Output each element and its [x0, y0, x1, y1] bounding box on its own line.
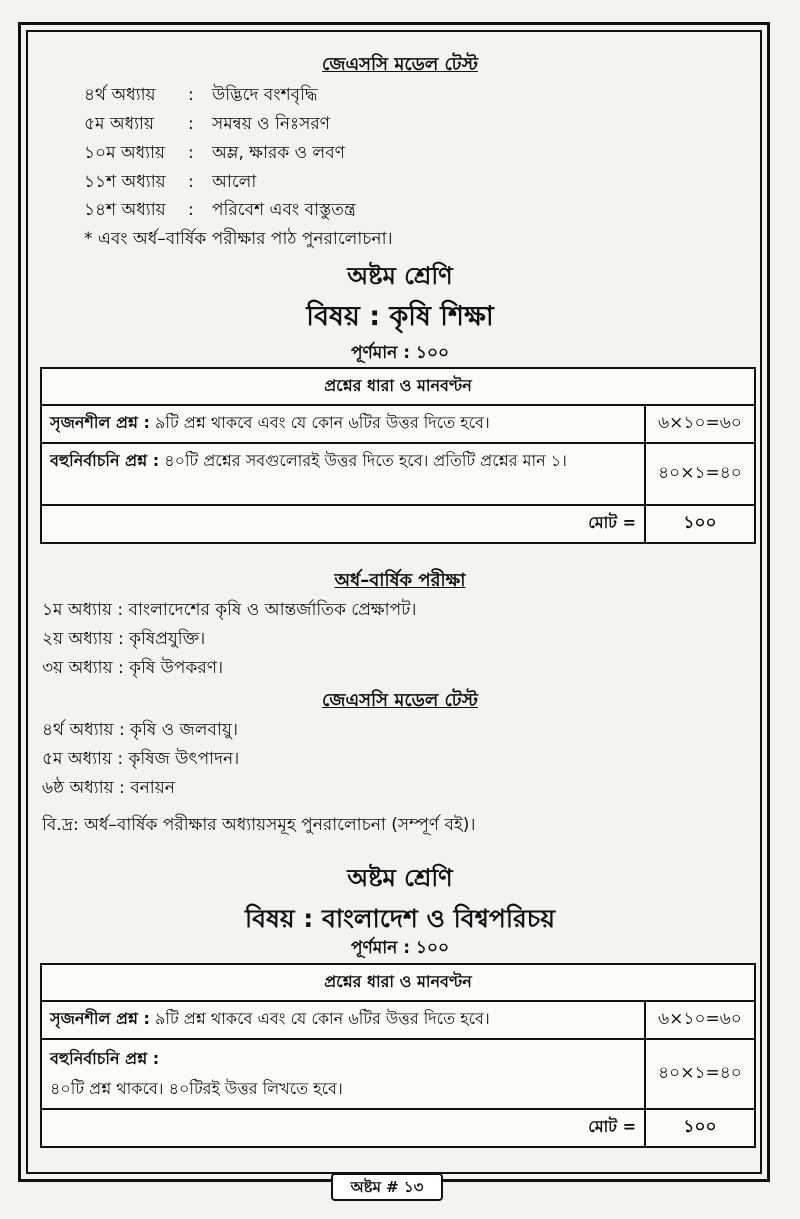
table-row	[41, 1039, 755, 1109]
total-value: ১০০	[645, 505, 755, 543]
page-number-badge: অষ্টম # ১৩	[331, 1173, 443, 1201]
marks-table-agri	[40, 367, 756, 544]
model-test-item: ৫ম অধ্যায় : কৃষিজ উৎপাদন।	[42, 749, 240, 769]
model-test-item: ৪র্থ অধ্যায় : কৃষি ও জলবায়ু।	[42, 720, 238, 740]
row-label: বহুনির্বাচনি প্রশ্ন :	[50, 451, 160, 470]
chapter-topic: সমন্বয় ও নিঃসরণ	[212, 114, 330, 134]
model-test-heading-2: জেএসসি মডেল টেস্ট	[322, 690, 478, 711]
chapter-topic: আলো	[212, 172, 257, 192]
chapter-name: ১৪শ অধ্যায়	[84, 200, 166, 220]
chapter-name: ১০ম অধ্যায়	[84, 143, 166, 163]
row-text: ৪০টি প্রশ্ন থাকবে। ৪০টিরই উত্তর লিখতে হবে।	[50, 1079, 343, 1098]
chapter-topic: অম্ল, ক্ষারক ও লবণ	[212, 143, 345, 163]
table-row	[41, 443, 755, 505]
chapter-line-5: ১৪শ অধ্যায় : পরিবেশ এবং বাস্তুতন্ত্র	[84, 197, 356, 225]
row-value: ৬×১০=৬০	[645, 405, 755, 443]
row-value: ৬×১০=৬০	[645, 1001, 755, 1039]
row-value: ৪০×১=৪০	[645, 443, 755, 505]
table-row	[41, 405, 755, 443]
row-description	[41, 443, 645, 505]
chapter-line-1: ৪র্থ অধ্যায় : উদ্ভিদে বংশবৃদ্ধি	[84, 82, 317, 110]
half-yearly-item: ২য় অধ্যায় : কৃষিপ্রযুক্তি।	[42, 629, 206, 649]
table-header: প্রশ্নের ধারা ও মানবণ্টন	[41, 964, 755, 1001]
chapter-line-4: ১১শ অধ্যায় : আলো	[84, 169, 256, 197]
table-header: প্রশ্নের ধারা ও মানবণ্টন	[41, 368, 755, 405]
model-test-item: ৬ষ্ঠ অধ্যায় : বনায়ন	[42, 778, 175, 798]
subject-agri: বিষয় : কৃষি শিক্ষা	[306, 301, 494, 332]
full-marks-bgs: পূর্ণমান : ১০০	[350, 938, 450, 958]
full-marks-agri: পূর্ণমান : ১০০	[350, 343, 450, 363]
chapter-name: ৪র্থ অধ্যায়	[84, 85, 156, 105]
marks-table-bgs	[40, 963, 756, 1148]
row-description	[41, 1039, 645, 1109]
row-text: ৯টি প্রশ্ন থাকবে এবং যে কোন ৬টির উত্তর দিতে হবে।	[149, 413, 490, 432]
chapter-line-3: ১০ম অধ্যায় : অম্ল, ক্ষারক ও লবণ	[84, 140, 345, 168]
chapter-topic: উদ্ভিদে বংশবৃদ্ধি	[212, 85, 318, 105]
row-description	[41, 1001, 645, 1039]
total-label: মোট =	[41, 505, 645, 543]
row-label: সৃজনশীল প্রশ্ন :	[50, 1009, 150, 1028]
total-label: মোট =	[41, 1109, 645, 1147]
row-description	[41, 405, 645, 443]
chapter-topic: পরিবেশ এবং বাস্তুতন্ত্র	[212, 200, 356, 220]
table-row	[41, 1001, 755, 1039]
model-test-note: বি.দ্র: অর্ধ–বার্ষিক পরীক্ষার অধ্যায়সমূহ পুনরালোচনা (সম্পূর্ণ বই)।	[42, 815, 476, 835]
revision-note: * এবং অর্ধ–বার্ষিক পরীক্ষার পাঠ পুনরালোচনা।	[84, 229, 393, 249]
total-value: ১০০	[645, 1109, 755, 1147]
table-total-row	[41, 505, 755, 543]
row-text: ৯টি প্রশ্ন থাকবে এবং যে কোন ৬টির উত্তর দিতে হবে।	[149, 1009, 490, 1028]
row-text: ৪০টি প্রশ্নের সবগুলোরই উত্তর দিতে হবে। প্রতিটি প্রশ্নের মান ১।	[159, 451, 567, 470]
subject-bgs: বিষয় : বাংলাদেশ ও বিশ্বপরিচয়	[245, 904, 555, 933]
half-yearly-heading: অর্ধ–বার্ষিক পরীক্ষা	[334, 570, 466, 591]
row-label: বহুনির্বাচনি প্রশ্ন :	[50, 1049, 160, 1068]
chapter-line-2: ৫ম অধ্যায় : সমন্বয় ও নিঃসরণ	[84, 111, 330, 139]
half-yearly-item: ১ম অধ্যায় : বাংলাদেশের কৃষি ও আন্তর্জাতিক প্রেক্ষাপট।	[42, 600, 417, 620]
chapter-name: ৫ম অধ্যায়	[84, 114, 154, 134]
table-total-row	[41, 1109, 755, 1147]
half-yearly-item: ৩য় অধ্যায় : কৃষি উপকরণ।	[42, 658, 224, 678]
row-label: সৃজনশীল প্রশ্ন :	[50, 413, 150, 432]
chapter-name: ১১শ অধ্যায়	[84, 172, 166, 192]
class-title-agri: অষ্টম শ্রেণি	[347, 262, 453, 290]
row-value: ৪০×১=৪০	[645, 1039, 755, 1109]
class-title-bgs: অষ্টম শ্রেণি	[347, 864, 453, 892]
model-test-heading-1: জেএসসি মডেল টেস্ট	[322, 54, 478, 75]
